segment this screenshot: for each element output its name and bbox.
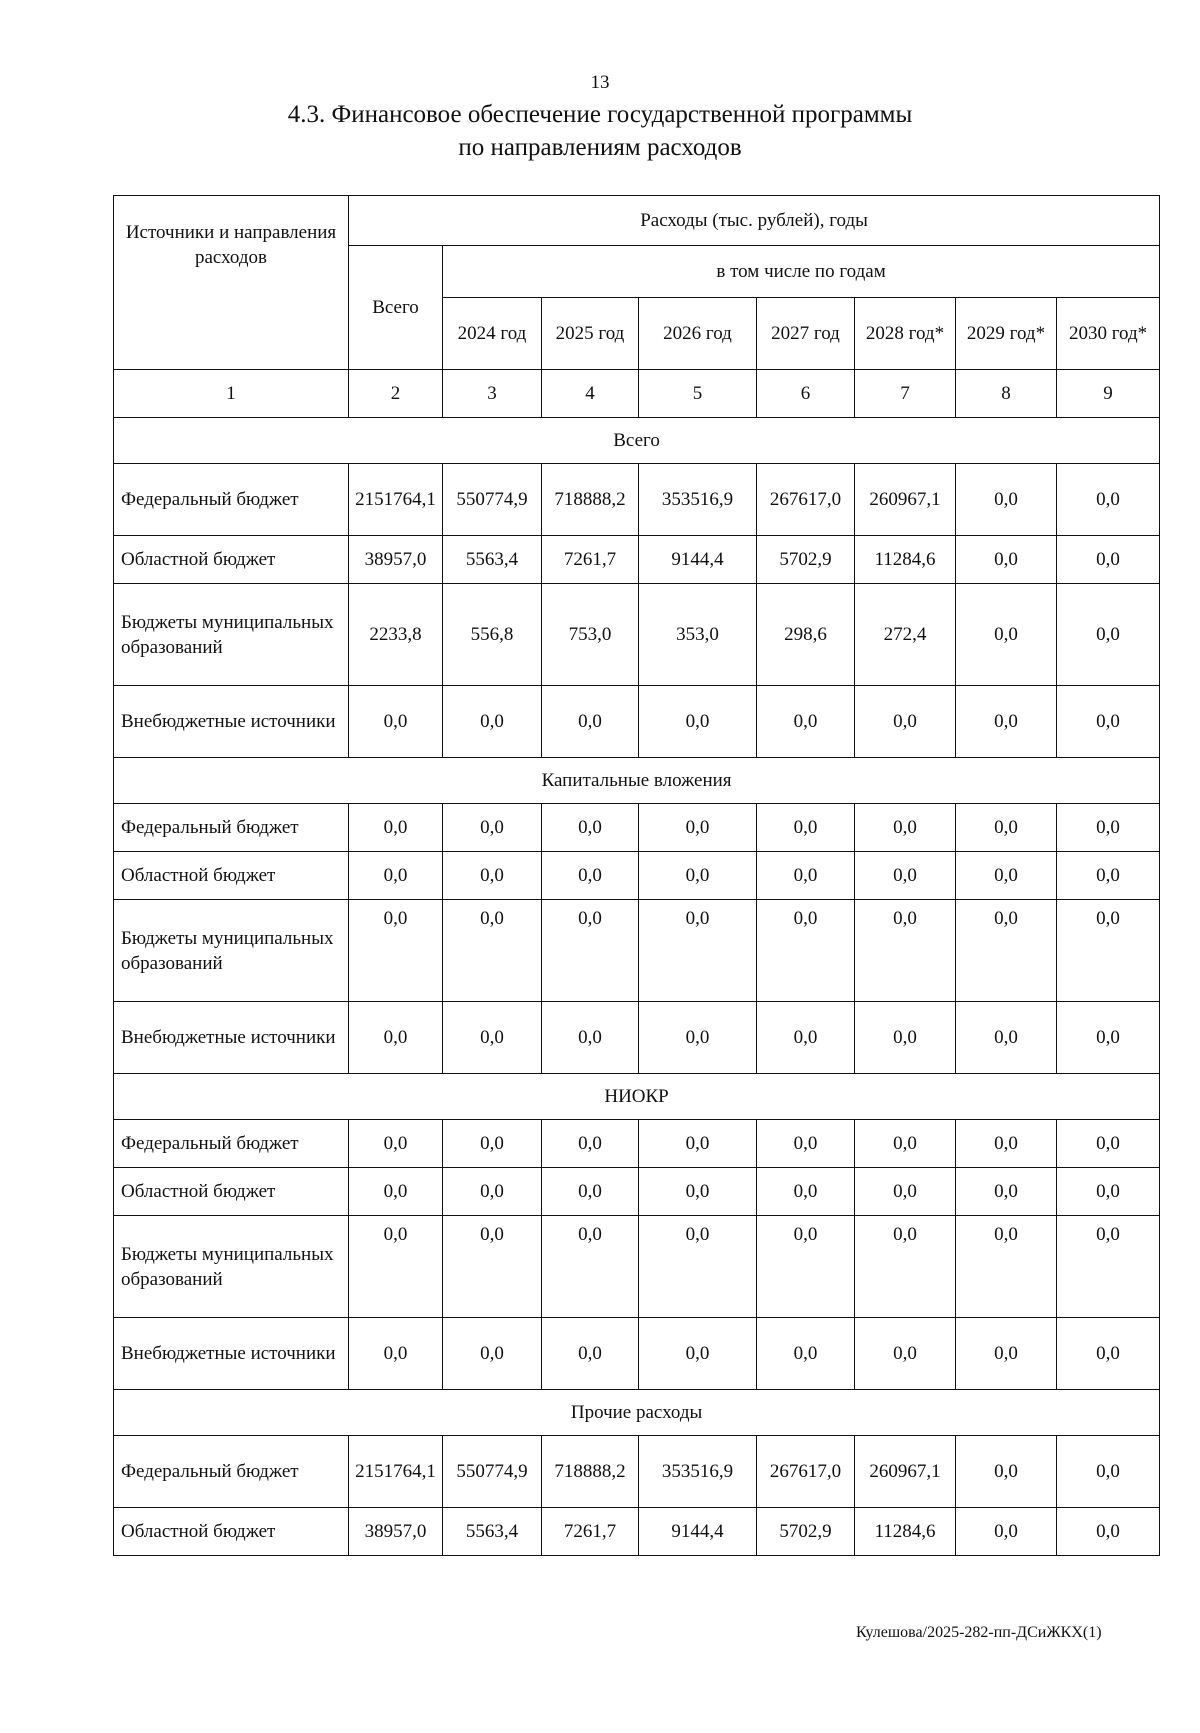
source-cell: Федеральный бюджет <box>114 464 349 536</box>
table-row <box>114 1002 1160 1074</box>
year-value-cell: 353516,9 <box>639 1436 757 1508</box>
year-value-cell: 7261,7 <box>542 1508 639 1556</box>
column-number: 4 <box>542 370 639 418</box>
source-cell: Федеральный бюджет <box>114 1436 349 1508</box>
year-value-cell: 0,0 <box>855 1002 956 1074</box>
year-value-cell: 0,0 <box>1057 686 1160 758</box>
year-value-cell: 550774,9 <box>443 464 542 536</box>
source-cell: Бюджеты муниципальных образований <box>114 1216 349 1318</box>
header-year: 2029 год* <box>956 298 1057 370</box>
year-value-cell: 0,0 <box>1057 1508 1160 1556</box>
year-value-cell: 0,0 <box>443 1216 542 1318</box>
year-value-cell: 0,0 <box>542 804 639 852</box>
year-value-cell: 353516,9 <box>639 464 757 536</box>
year-value-cell: 0,0 <box>1057 536 1160 584</box>
year-value-cell: 718888,2 <box>542 464 639 536</box>
table-row <box>114 1168 1160 1216</box>
header-expenses: Расходы (тыс. рублей), годы <box>349 196 1160 246</box>
total-value-cell: 0,0 <box>349 900 443 1002</box>
year-value-cell: 11284,6 <box>855 1508 956 1556</box>
year-value-cell: 0,0 <box>1057 852 1160 900</box>
year-value-cell: 0,0 <box>542 1168 639 1216</box>
page-number: 13 <box>590 72 610 93</box>
year-value-cell: 272,4 <box>855 584 956 686</box>
year-value-cell: 0,0 <box>639 1002 757 1074</box>
source-cell: Бюджеты муниципальных образований <box>114 584 349 686</box>
section-title: Прочие расходы <box>114 1390 1160 1436</box>
title-line-2: по направлениям расходов <box>458 134 742 161</box>
year-value-cell: 0,0 <box>542 1002 639 1074</box>
year-value-cell: 267617,0 <box>757 1436 855 1508</box>
year-value-cell: 0,0 <box>757 1120 855 1168</box>
source-cell: Областной бюджет <box>114 536 349 584</box>
year-value-cell: 0,0 <box>639 1120 757 1168</box>
year-value-cell: 0,0 <box>757 1216 855 1318</box>
column-numbers-row <box>114 370 1160 418</box>
year-value-cell: 267617,0 <box>757 464 855 536</box>
year-value-cell: 5702,9 <box>757 1508 855 1556</box>
table-row <box>114 1508 1160 1556</box>
year-value-cell: 0,0 <box>757 686 855 758</box>
year-value-cell: 0,0 <box>639 1318 757 1390</box>
year-value-cell: 260967,1 <box>855 464 956 536</box>
year-value-cell: 0,0 <box>956 1120 1057 1168</box>
year-value-cell: 0,0 <box>757 804 855 852</box>
section-row <box>114 1390 1160 1436</box>
year-value-cell: 353,0 <box>639 584 757 686</box>
source-cell: Федеральный бюджет <box>114 1120 349 1168</box>
total-value-cell: 0,0 <box>349 1002 443 1074</box>
year-value-cell: 0,0 <box>855 804 956 852</box>
year-value-cell: 0,0 <box>1057 900 1160 1002</box>
header-row-1 <box>114 196 1160 246</box>
column-number: 6 <box>757 370 855 418</box>
table-row <box>114 1216 1160 1318</box>
total-value-cell: 0,0 <box>349 804 443 852</box>
table-row <box>114 1436 1160 1508</box>
financing-table <box>113 195 1160 1556</box>
year-value-cell: 0,0 <box>1057 1436 1160 1508</box>
year-value-cell: 0,0 <box>757 1318 855 1390</box>
column-number: 5 <box>639 370 757 418</box>
year-value-cell: 9144,4 <box>639 536 757 584</box>
year-value-cell: 0,0 <box>956 464 1057 536</box>
year-value-cell: 0,0 <box>956 686 1057 758</box>
year-value-cell: 7261,7 <box>542 536 639 584</box>
table-row <box>114 686 1160 758</box>
year-value-cell: 0,0 <box>855 852 956 900</box>
total-value-cell: 0,0 <box>349 852 443 900</box>
table-row <box>114 900 1160 1002</box>
year-value-cell: 5563,4 <box>443 1508 542 1556</box>
year-value-cell: 298,6 <box>757 584 855 686</box>
column-number: 8 <box>956 370 1057 418</box>
total-value-cell: 0,0 <box>349 1318 443 1390</box>
header-year: 2028 год* <box>855 298 956 370</box>
total-value-cell: 0,0 <box>349 1168 443 1216</box>
year-value-cell: 0,0 <box>443 1120 542 1168</box>
table-row <box>114 584 1160 686</box>
total-value-cell: 2151764,1 <box>349 1436 443 1508</box>
source-cell: Внебюджетные источники <box>114 686 349 758</box>
year-value-cell: 0,0 <box>542 852 639 900</box>
column-number: 7 <box>855 370 956 418</box>
table-row <box>114 1120 1160 1168</box>
year-value-cell: 0,0 <box>855 1216 956 1318</box>
header-year: 2025 год <box>542 298 639 370</box>
year-value-cell: 0,0 <box>1057 804 1160 852</box>
year-value-cell: 0,0 <box>542 900 639 1002</box>
year-value-cell: 0,0 <box>757 852 855 900</box>
year-value-cell: 9144,4 <box>639 1508 757 1556</box>
section-row <box>114 758 1160 804</box>
year-value-cell: 5563,4 <box>443 536 542 584</box>
year-value-cell: 0,0 <box>639 1216 757 1318</box>
source-cell: Областной бюджет <box>114 1168 349 1216</box>
table-row <box>114 536 1160 584</box>
header-year: 2024 год <box>443 298 542 370</box>
year-value-cell: 0,0 <box>443 900 542 1002</box>
year-value-cell: 0,0 <box>956 1508 1057 1556</box>
year-value-cell: 0,0 <box>1057 1002 1160 1074</box>
year-value-cell: 0,0 <box>1057 1168 1160 1216</box>
source-cell: Внебюджетные источники <box>114 1002 349 1074</box>
table-row <box>114 1318 1160 1390</box>
year-value-cell: 556,8 <box>443 584 542 686</box>
total-value-cell: 2151764,1 <box>349 464 443 536</box>
year-value-cell: 0,0 <box>956 1002 1057 1074</box>
year-value-cell: 260967,1 <box>855 1436 956 1508</box>
year-value-cell: 0,0 <box>443 1168 542 1216</box>
year-value-cell: 0,0 <box>639 686 757 758</box>
year-value-cell: 0,0 <box>542 1318 639 1390</box>
year-value-cell: 0,0 <box>443 686 542 758</box>
source-cell: Бюджеты муниципальных образований <box>114 900 349 1002</box>
column-number: 3 <box>443 370 542 418</box>
year-value-cell: 0,0 <box>855 1318 956 1390</box>
source-cell: Областной бюджет <box>114 1508 349 1556</box>
total-value-cell: 2233,8 <box>349 584 443 686</box>
year-value-cell: 0,0 <box>542 1120 639 1168</box>
page-title <box>0 98 1200 164</box>
year-value-cell: 0,0 <box>757 900 855 1002</box>
header-year: 2030 год* <box>1057 298 1160 370</box>
year-value-cell: 0,0 <box>443 1318 542 1390</box>
total-value-cell: 38957,0 <box>349 536 443 584</box>
total-value-cell: 0,0 <box>349 1216 443 1318</box>
year-value-cell: 0,0 <box>956 852 1057 900</box>
year-value-cell: 0,0 <box>757 1168 855 1216</box>
year-value-cell: 0,0 <box>542 686 639 758</box>
section-row <box>114 418 1160 464</box>
year-value-cell: 0,0 <box>956 1216 1057 1318</box>
year-value-cell: 0,0 <box>956 1168 1057 1216</box>
header-year: 2026 год <box>639 298 757 370</box>
year-value-cell: 0,0 <box>956 804 1057 852</box>
source-cell: Внебюджетные источники <box>114 1318 349 1390</box>
year-value-cell: 753,0 <box>542 584 639 686</box>
section-row <box>114 1074 1160 1120</box>
year-value-cell: 0,0 <box>1057 1318 1160 1390</box>
year-value-cell: 0,0 <box>1057 464 1160 536</box>
year-value-cell: 0,0 <box>639 804 757 852</box>
year-value-cell: 550774,9 <box>443 1436 542 1508</box>
year-value-cell: 0,0 <box>956 1436 1057 1508</box>
year-value-cell: 0,0 <box>1057 1216 1160 1318</box>
year-value-cell: 0,0 <box>542 1216 639 1318</box>
section-title: НИОКР <box>114 1074 1160 1120</box>
source-cell: Федеральный бюджет <box>114 804 349 852</box>
year-value-cell: 0,0 <box>855 1120 956 1168</box>
total-value-cell: 38957,0 <box>349 1508 443 1556</box>
year-value-cell: 0,0 <box>639 900 757 1002</box>
table-row <box>114 464 1160 536</box>
year-value-cell: 0,0 <box>855 686 956 758</box>
year-value-cell: 0,0 <box>639 1168 757 1216</box>
table-row <box>114 852 1160 900</box>
year-value-cell: 0,0 <box>1057 1120 1160 1168</box>
year-value-cell: 5702,9 <box>757 536 855 584</box>
year-value-cell: 0,0 <box>443 852 542 900</box>
year-value-cell: 0,0 <box>639 852 757 900</box>
section-title: Всего <box>114 418 1160 464</box>
year-value-cell: 0,0 <box>956 536 1057 584</box>
total-value-cell: 0,0 <box>349 686 443 758</box>
year-value-cell: 0,0 <box>956 584 1057 686</box>
title-line-1: 4.3. Финансовое обеспечение государственной программы <box>287 101 913 128</box>
column-number: 2 <box>349 370 443 418</box>
year-value-cell: 0,0 <box>443 1002 542 1074</box>
year-value-cell: 0,0 <box>855 1168 956 1216</box>
header-total: Всего <box>349 246 443 370</box>
header-year: 2027 год <box>757 298 855 370</box>
header-sources: Источники и направления расходов <box>114 196 349 370</box>
year-value-cell: 0,0 <box>956 900 1057 1002</box>
year-value-cell: 718888,2 <box>542 1436 639 1508</box>
year-value-cell: 11284,6 <box>855 536 956 584</box>
table-row <box>114 804 1160 852</box>
year-value-cell: 0,0 <box>956 1318 1057 1390</box>
year-value-cell: 0,0 <box>1057 584 1160 686</box>
header-by-years: в том числе по годам <box>443 246 1160 298</box>
document-reference: Кулешова/2025-282-пп-ДСиЖКХ(1) <box>856 1624 1102 1641</box>
year-value-cell: 0,0 <box>757 1002 855 1074</box>
section-title: Капитальные вложения <box>114 758 1160 804</box>
total-value-cell: 0,0 <box>349 1120 443 1168</box>
column-number: 9 <box>1057 370 1160 418</box>
year-value-cell: 0,0 <box>443 804 542 852</box>
source-cell: Областной бюджет <box>114 852 349 900</box>
column-number: 1 <box>114 370 349 418</box>
year-value-cell: 0,0 <box>855 900 956 1002</box>
